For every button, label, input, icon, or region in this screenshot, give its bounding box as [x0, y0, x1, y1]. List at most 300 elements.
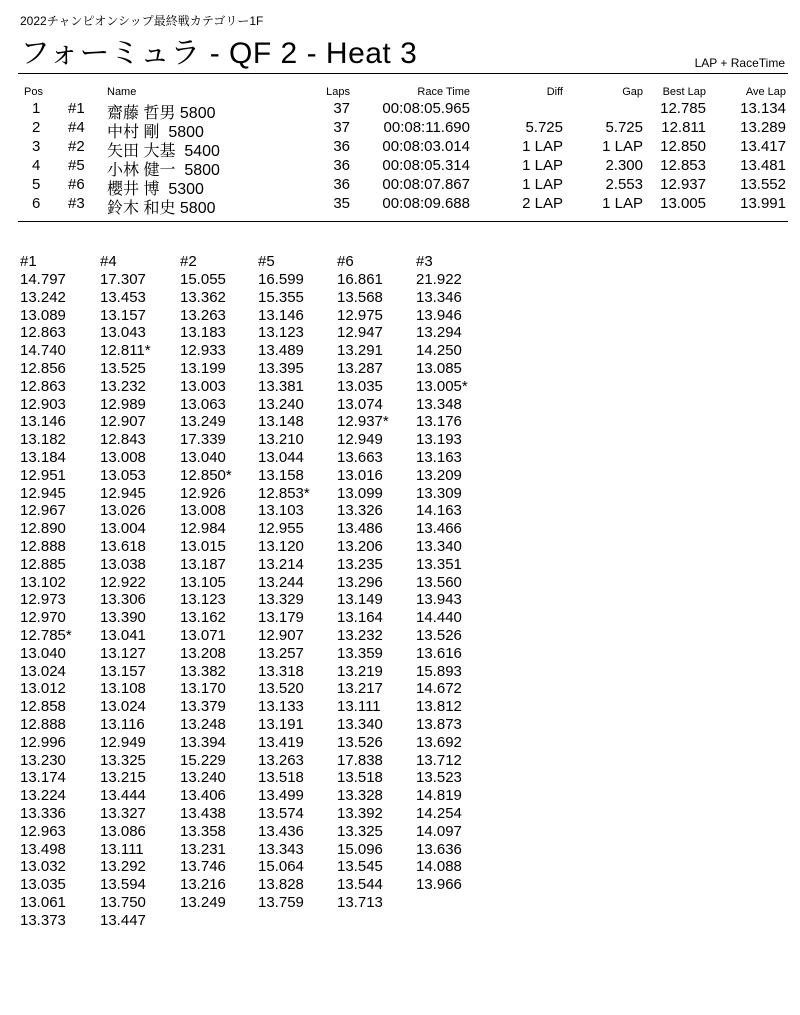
lap-time-cell: 13.044	[258, 448, 304, 466]
lap-time-cell: 13.392	[337, 804, 383, 822]
lap-time-cell: 12.937*	[337, 413, 389, 431]
lap-time-cell: 13.235	[337, 555, 383, 573]
lap-time-cell: 13.012	[20, 680, 66, 698]
lap-time-cell: 13.545	[337, 858, 383, 876]
result-pos: 3	[32, 138, 41, 155]
report-mode-label: LAP + RaceTime	[694, 56, 785, 70]
result-car-number: #5	[68, 157, 85, 174]
lap-time-cell: 12.907	[100, 413, 146, 431]
lap-time-cell: 13.016	[337, 466, 383, 484]
lap-time-cell: 13.108	[100, 680, 146, 698]
lap-time-cell: 13.750	[100, 893, 146, 911]
result-gap: 5.725	[605, 119, 643, 136]
result-diff: 1 LAP	[522, 138, 563, 155]
lap-time-cell: 13.499	[258, 787, 304, 805]
lap-time-cell: 12.885	[20, 555, 66, 573]
lap-time-cell: 13.174	[20, 769, 66, 787]
lap-time-cell: 14.440	[416, 609, 462, 627]
lap-time-cell: 13.053	[100, 466, 146, 484]
lap-time-cell: 13.232	[100, 377, 146, 395]
lap-time-cell: 13.520	[258, 680, 304, 698]
lap-time-cell: 13.713	[337, 893, 383, 911]
lap-time-cell: 13.873	[416, 715, 462, 733]
lap-time-cell: 13.219	[337, 662, 383, 680]
lap-time-cell: 13.148	[258, 413, 304, 431]
lap-time-cell: 12.926	[180, 484, 226, 502]
header-divider	[18, 73, 788, 74]
lap-time-cell: 13.216	[180, 876, 226, 894]
result-race-time: 00:08:05.314	[382, 157, 470, 174]
lap-time-cell: 13.111	[100, 840, 144, 858]
lap-time-cell: 12.890	[20, 520, 66, 538]
lap-time-cell: 13.123	[180, 591, 226, 609]
lap-time-cell: 13.231	[180, 840, 226, 858]
lap-time-cell: 13.328	[337, 787, 383, 805]
lap-time-cell: 13.183	[180, 324, 226, 342]
lap-time-cell: 13.263	[180, 306, 226, 324]
lap-time-cell: 14.740	[20, 342, 66, 360]
result-diff: 2 LAP	[522, 195, 563, 212]
lap-time-cell: 13.015	[180, 537, 226, 555]
lap-time-cell: 13.291	[337, 342, 383, 360]
lap-time-cell: 12.973	[20, 591, 66, 609]
lap-time-cell: 13.636	[416, 840, 462, 858]
lap-time-cell: 13.217	[337, 680, 383, 698]
lap-time-cell: 13.340	[416, 537, 462, 555]
result-car-number: #6	[68, 176, 85, 193]
lap-time-cell: 16.599	[258, 271, 304, 288]
results-header	[20, 86, 788, 100]
result-gap: 2.553	[605, 176, 643, 193]
result-laps: 35	[333, 195, 350, 212]
result-car-number: #1	[68, 100, 85, 117]
lap-time-cell: 13.489	[258, 342, 304, 360]
result-pos: 4	[32, 157, 41, 174]
result-race-time: 00:08:11.690	[383, 119, 470, 136]
lap-time-cell: 13.102	[20, 573, 66, 591]
lap-time-cell: 13.191	[258, 715, 304, 733]
lap-time-cell: 13.214	[258, 555, 304, 573]
lap-time-cell: 12.970	[20, 609, 66, 627]
lap-time-cell: 13.618	[100, 537, 146, 555]
result-car-number: #3	[68, 195, 85, 212]
result-gap: 1 LAP	[602, 138, 643, 155]
lap-time-cell: 13.035	[20, 876, 66, 894]
lap-time-cell: 12.856	[20, 359, 66, 377]
result-row	[20, 195, 788, 217]
lap-time-cell: 13.193	[416, 431, 462, 449]
lap-time-cell: 13.230	[20, 751, 66, 769]
lap-time-cell: 13.005*	[416, 377, 468, 395]
lap-time-cell: 13.170	[180, 680, 226, 698]
lap-time-cell: 13.574	[258, 804, 304, 822]
lap-time-cell: 13.544	[337, 876, 383, 894]
lap-time-cell: 13.061	[20, 893, 66, 911]
lap-time-cell: 13.447	[100, 911, 146, 929]
result-row	[20, 138, 788, 160]
lap-time-cell: 13.043	[100, 324, 146, 342]
lap-time-cell: 13.103	[258, 502, 304, 520]
result-driver-name: 矢田 大基 5400	[107, 143, 220, 160]
lap-time-cell: 13.382	[180, 662, 226, 680]
lap-time-cell: 13.526	[416, 626, 462, 644]
lap-time-cell: 12.907	[258, 626, 304, 644]
result-driver-name: 中村 剛 5800	[107, 124, 204, 141]
lap-column	[100, 253, 178, 929]
lap-time-cell: 13.498	[20, 840, 66, 858]
lap-time-cell: 13.179	[258, 609, 304, 627]
lap-time-cell: 12.955	[258, 520, 304, 538]
lap-time-cell: 12.785*	[20, 626, 72, 644]
lap-time-cell: 13.146	[258, 306, 304, 324]
lap-time-cell: 13.176	[416, 413, 462, 431]
lap-time-cell: 17.339	[180, 431, 226, 449]
lap-time-cell: 13.127	[100, 644, 146, 662]
lap-time-cell: 13.327	[100, 804, 146, 822]
lap-time-cell: 13.348	[416, 395, 462, 413]
lap-time-cell: 13.026	[100, 502, 146, 520]
lap-column-header: #6	[337, 253, 354, 270]
lap-column	[20, 253, 98, 929]
lap-time-cell: 12.949	[100, 733, 146, 751]
lap-time-cell: 12.850*	[180, 466, 232, 484]
lap-time-cell: 13.123	[258, 324, 304, 342]
lap-time-cell: 13.032	[20, 858, 66, 876]
result-best-lap: 12.785	[660, 100, 706, 117]
result-car-number: #4	[68, 119, 85, 136]
lap-time-cell: 12.843	[100, 431, 146, 449]
result-laps: 37	[333, 100, 350, 117]
lap-column-header: #3	[416, 253, 433, 270]
result-diff: 1 LAP	[522, 176, 563, 193]
lap-time-cell: 14.163	[416, 502, 462, 520]
lap-time-cell: 13.249	[180, 893, 226, 911]
lap-time-cell: 13.206	[337, 537, 383, 555]
lap-time-cell: 13.616	[416, 644, 462, 662]
lap-time-cell: 16.861	[337, 271, 383, 288]
lap-time-cell: 13.040	[20, 644, 66, 662]
lap-column-header: #5	[258, 253, 275, 270]
lap-time-cell: 13.232	[337, 626, 383, 644]
lap-time-cell: 13.287	[337, 359, 383, 377]
lap-time-cell: 13.326	[337, 502, 383, 520]
lap-time-cell: 13.063	[180, 395, 226, 413]
lap-time-cell: 13.003	[180, 377, 226, 395]
result-pos: 2	[32, 119, 41, 136]
lap-column	[337, 253, 415, 912]
lap-time-cell: 13.008	[180, 502, 226, 520]
col-avelap-header: Ave Lap	[745, 86, 786, 98]
lap-time-cell: 12.967	[20, 502, 66, 520]
lap-time-cell: 13.157	[100, 306, 146, 324]
lap-time-cell: 13.444	[100, 787, 146, 805]
lap-time-cell: 13.526	[337, 733, 383, 751]
lap-time-cell: 13.248	[180, 715, 226, 733]
lap-time-cell: 13.024	[100, 698, 146, 716]
result-best-lap: 12.853	[660, 157, 706, 174]
lap-time-cell: 13.244	[258, 573, 304, 591]
result-driver-name: 小林 健一 5800	[107, 162, 220, 179]
lap-time-cell: 13.089	[20, 306, 66, 324]
col-gap-header: Gap	[622, 86, 643, 98]
lap-time-cell: 13.746	[180, 858, 226, 876]
lap-time-cell: 13.224	[20, 787, 66, 805]
lap-time-cell: 13.242	[20, 288, 66, 306]
lap-time-cell: 13.381	[258, 377, 304, 395]
result-race-time: 00:08:05.965	[382, 100, 470, 117]
lap-time-cell: 13.111	[337, 698, 381, 716]
result-ave-lap: 13.552	[740, 176, 786, 193]
lap-time-cell: 12.888	[20, 715, 66, 733]
lap-time-cell: 13.518	[337, 769, 383, 787]
lap-time-cell: 13.184	[20, 448, 66, 466]
lap-time-cell: 13.346	[416, 288, 462, 306]
result-best-lap: 12.850	[660, 138, 706, 155]
result-gap: 2.300	[605, 157, 643, 174]
lap-time-cell: 13.568	[337, 288, 383, 306]
lap-time-cell: 12.945	[100, 484, 146, 502]
lap-time-cell: 14.797	[20, 271, 66, 288]
lap-time-cell: 13.560	[416, 573, 462, 591]
lap-time-cell: 13.182	[20, 431, 66, 449]
lap-time-cell: 17.307	[100, 271, 146, 288]
lap-time-cell: 13.292	[100, 858, 146, 876]
lap-time-cell: 15.229	[180, 751, 226, 769]
lap-time-cell: 13.157	[100, 662, 146, 680]
result-race-time: 00:08:07.867	[382, 176, 470, 193]
lap-time-cell: 12.996	[20, 733, 66, 751]
lap-time-cell: 13.340	[337, 715, 383, 733]
results-table	[20, 100, 788, 217]
col-name-header: Name	[107, 86, 137, 98]
event-subtitle: 2022チャンピオンシップ最終戦カテゴリー1F	[20, 14, 264, 28]
lap-time-cell: 13.358	[180, 822, 226, 840]
lap-time-cell: 21.922	[416, 271, 462, 288]
lap-time-cell: 12.858	[20, 698, 66, 716]
lap-time-cell: 12.888	[20, 537, 66, 555]
lap-time-cell: 13.419	[258, 733, 304, 751]
lap-time-cell: 13.453	[100, 288, 146, 306]
lap-time-cell: 13.041	[100, 626, 146, 644]
result-pos: 5	[32, 176, 41, 193]
result-ave-lap: 13.417	[740, 138, 786, 155]
lap-time-cell: 13.209	[416, 466, 462, 484]
result-laps: 37	[333, 119, 350, 136]
lap-time-cell: 13.436	[258, 822, 304, 840]
lap-time-cell: 13.008	[100, 448, 146, 466]
lap-column-header: #1	[20, 253, 37, 270]
lap-time-cell: 13.163	[416, 448, 462, 466]
lap-time-cell: 13.004	[100, 520, 146, 538]
result-diff: 1 LAP	[522, 157, 563, 174]
lap-time-cell: 13.946	[416, 306, 462, 324]
lap-time-cell: 14.088	[416, 858, 462, 876]
race-title: フォーミュラ - QF 2 - Heat 3	[20, 37, 418, 70]
result-gap: 1 LAP	[602, 195, 643, 212]
result-best-lap: 13.005	[660, 195, 706, 212]
lap-time-cell: 13.812	[416, 698, 462, 716]
lap-time-cell: 13.086	[100, 822, 146, 840]
lap-time-cell: 12.863	[20, 377, 66, 395]
lap-time-cell: 13.373	[20, 911, 66, 929]
lap-time-cell: 14.672	[416, 680, 462, 698]
lap-time-cell: 13.210	[258, 431, 304, 449]
lap-time-cell: 14.250	[416, 342, 462, 360]
result-driver-name: 齋藤 哲男 5800	[107, 105, 216, 122]
results-divider	[18, 221, 788, 222]
lap-time-cell: 13.120	[258, 537, 304, 555]
col-laps-header: Laps	[326, 86, 350, 98]
lap-time-cell: 12.975	[337, 306, 383, 324]
lap-column	[180, 253, 258, 912]
result-pos: 6	[32, 195, 41, 212]
lap-time-cell: 13.712	[416, 751, 462, 769]
result-driver-name: 鈴木 和史 5800	[107, 200, 216, 217]
lap-time-cell: 12.811*	[100, 342, 151, 360]
lap-time-cell: 13.187	[180, 555, 226, 573]
lap-time-cell: 13.164	[337, 609, 383, 627]
lap-time-cell: 13.240	[180, 769, 226, 787]
lap-time-cell: 13.466	[416, 520, 462, 538]
lap-time-cell: 12.963	[20, 822, 66, 840]
lap-time-cell: 13.035	[337, 377, 383, 395]
lap-time-cell: 15.064	[258, 858, 304, 876]
result-row	[20, 176, 788, 198]
lap-time-cell: 13.024	[20, 662, 66, 680]
lap-time-cell: 13.325	[100, 751, 146, 769]
result-ave-lap: 13.134	[740, 100, 786, 117]
result-row	[20, 119, 788, 141]
result-race-time: 00:08:03.014	[382, 138, 470, 155]
lap-time-cell: 13.309	[416, 484, 462, 502]
lap-time-cell: 15.055	[180, 271, 226, 288]
lap-time-cell: 13.828	[258, 876, 304, 894]
lap-time-cell: 13.336	[20, 804, 66, 822]
lap-time-cell: 13.263	[258, 751, 304, 769]
lap-time-cell: 13.390	[100, 609, 146, 627]
lap-time-cell: 12.984	[180, 520, 226, 538]
lap-column-header: #2	[180, 253, 197, 270]
lap-time-cell: 13.343	[258, 840, 304, 858]
lap-time-cell: 13.071	[180, 626, 226, 644]
result-ave-lap: 13.289	[740, 119, 786, 136]
result-row	[20, 157, 788, 179]
result-race-time: 00:08:09.688	[382, 195, 470, 212]
lap-time-cell: 12.947	[337, 324, 383, 342]
lap-time-cell: 13.105	[180, 573, 226, 591]
lap-time-cell: 13.149	[337, 591, 383, 609]
lap-time-cell: 13.199	[180, 359, 226, 377]
lap-time-cell: 13.359	[337, 644, 383, 662]
result-laps: 36	[333, 157, 350, 174]
lap-time-cell: 13.116	[100, 715, 145, 733]
lap-time-cell: 12.951	[20, 466, 66, 484]
result-laps: 36	[333, 176, 350, 193]
lap-time-cell: 13.215	[100, 769, 146, 787]
result-laps: 36	[333, 138, 350, 155]
lap-time-cell: 12.989	[100, 395, 146, 413]
lap-time-cell: 13.594	[100, 876, 146, 894]
lap-time-cell: 13.351	[416, 555, 462, 573]
lap-time-cell: 13.296	[337, 573, 383, 591]
lap-time-cell: 13.329	[258, 591, 304, 609]
lap-time-cell: 13.146	[20, 413, 66, 431]
lap-time-cell: 13.249	[180, 413, 226, 431]
lap-time-cell: 15.355	[258, 288, 304, 306]
lap-column-header: #4	[100, 253, 117, 270]
result-diff: 5.725	[525, 119, 563, 136]
lap-time-cell: 13.040	[180, 448, 226, 466]
lap-time-cell: 13.438	[180, 804, 226, 822]
col-bestlap-header: Best Lap	[662, 86, 706, 98]
lap-time-cell: 12.922	[100, 573, 146, 591]
lap-time-cell: 12.933	[180, 342, 226, 360]
lap-time-cell: 14.819	[416, 787, 462, 805]
result-ave-lap: 13.991	[740, 195, 786, 212]
col-pos-header: Pos	[24, 86, 43, 98]
lap-time-cell: 12.853*	[258, 484, 310, 502]
lap-time-cell: 13.240	[258, 395, 304, 413]
lap-time-cell: 14.097	[416, 822, 462, 840]
lap-time-cell: 13.158	[258, 466, 304, 484]
result-driver-name: 櫻井 博 5300	[107, 181, 204, 198]
lap-time-cell: 13.692	[416, 733, 462, 751]
lap-time-cell: 15.893	[416, 662, 462, 680]
lap-time-cell: 13.663	[337, 448, 383, 466]
lap-column	[416, 253, 494, 894]
lap-time-cell: 13.759	[258, 893, 304, 911]
lap-time-cell: 13.406	[180, 787, 226, 805]
lap-time-cell: 14.254	[416, 804, 462, 822]
col-diff-header: Diff	[546, 86, 563, 98]
lap-time-cell: 13.133	[258, 698, 304, 716]
lap-time-cell: 13.318	[258, 662, 304, 680]
lap-time-cell: 12.949	[337, 431, 383, 449]
lap-time-cell: 13.306	[100, 591, 146, 609]
lap-time-cell: 13.525	[100, 359, 146, 377]
lap-time-cell: 13.085	[416, 359, 462, 377]
result-best-lap: 12.937	[660, 176, 706, 193]
result-pos: 1	[32, 100, 41, 117]
result-ave-lap: 13.481	[740, 157, 786, 174]
lap-time-cell: 12.945	[20, 484, 66, 502]
lap-time-cell: 13.394	[180, 733, 226, 751]
lap-time-cell: 13.074	[337, 395, 383, 413]
result-row	[20, 100, 788, 122]
lap-time-cell: 13.257	[258, 644, 304, 662]
lap-time-cell: 13.943	[416, 591, 462, 609]
lap-time-cell: 13.294	[416, 324, 462, 342]
lap-time-cell: 13.966	[416, 876, 462, 894]
lap-time-cell: 12.863	[20, 324, 66, 342]
result-best-lap: 12.811	[661, 119, 706, 136]
lap-time-cell: 13.208	[180, 644, 226, 662]
result-car-number: #2	[68, 138, 85, 155]
lap-time-cell: 13.523	[416, 769, 462, 787]
lap-time-cell: 13.379	[180, 698, 226, 716]
lap-time-cell: 13.486	[337, 520, 383, 538]
lap-time-cell: 13.362	[180, 288, 226, 306]
lap-time-cell: 15.096	[337, 840, 383, 858]
lap-time-cell: 13.038	[100, 555, 146, 573]
lap-column	[258, 253, 336, 912]
lap-time-cell: 13.162	[180, 609, 226, 627]
lap-time-cell: 17.838	[337, 751, 383, 769]
lap-time-cell: 13.325	[337, 822, 383, 840]
lap-time-cell: 13.395	[258, 359, 304, 377]
col-racetime-header: Race Time	[417, 86, 470, 98]
lap-time-cell: 13.518	[258, 769, 304, 787]
